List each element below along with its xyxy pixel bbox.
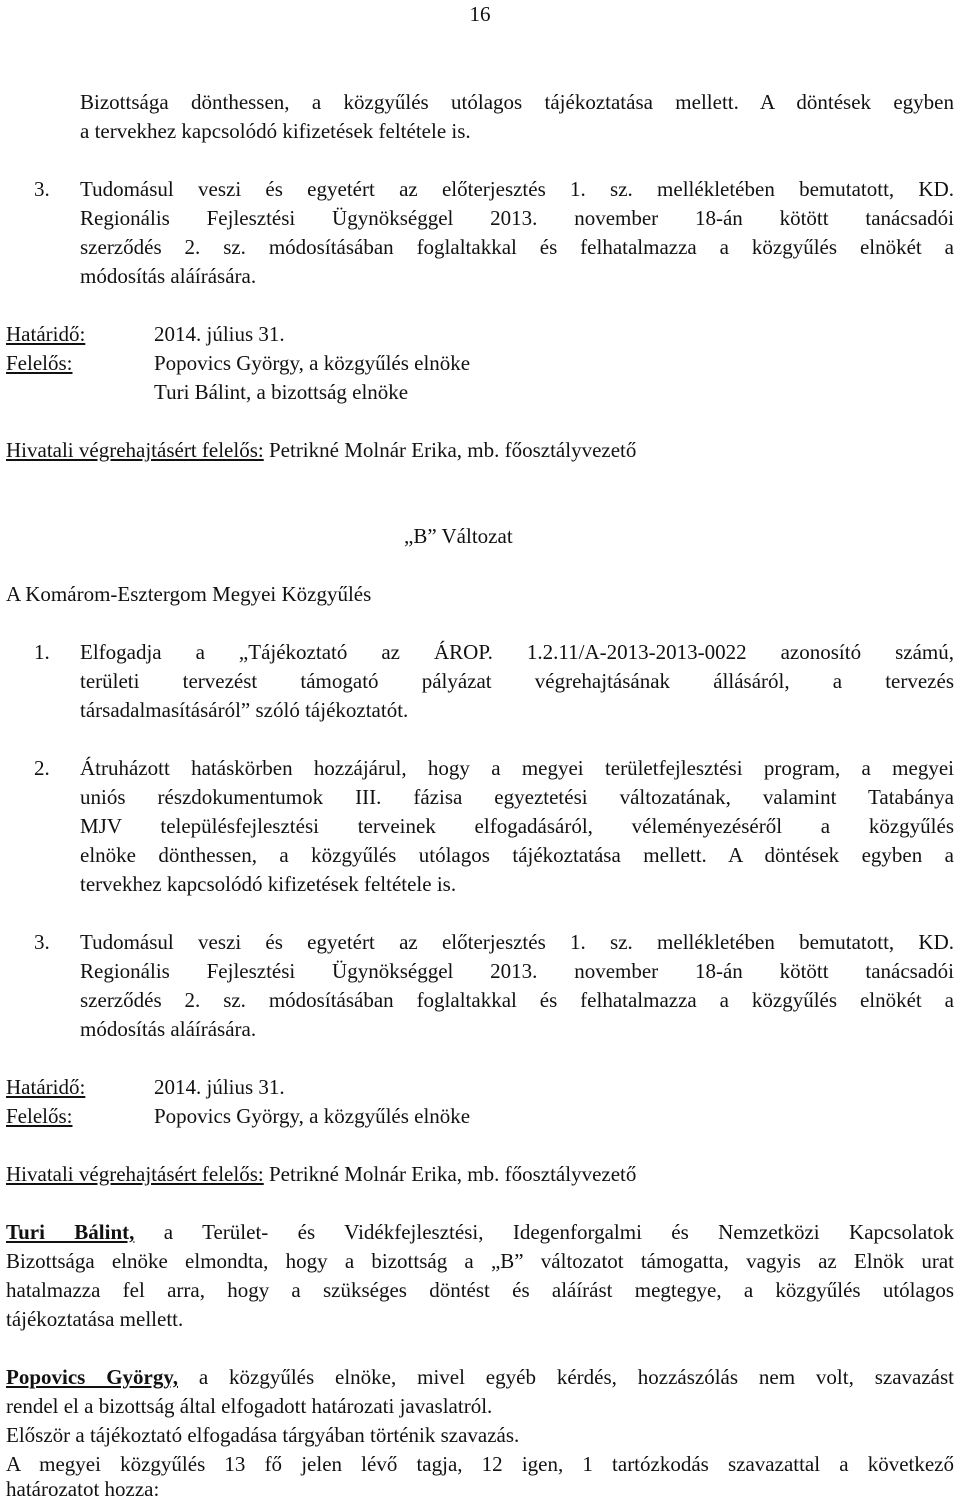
- list-number: 3.: [34, 177, 50, 201]
- paragraph-line: Tudomásul veszi és egyetért az előterjesztés 1. sz. mellékletében bemutatott, KD.: [80, 930, 954, 954]
- deadline-value: 2014. július 31.: [154, 322, 285, 346]
- paragraph-line: módosítás aláírására.: [80, 1017, 257, 1041]
- paragraph-line: hatalmazza fel arra, hogy a szükséges döntést és aláírást megtegye, a közgyűlés utólagos: [6, 1278, 954, 1302]
- speaker-text: a közgyűlés elnöke, mivel egyéb kérdés, hozzászólás nem volt, szavazást: [177, 1365, 954, 1389]
- list-number: 2.: [34, 756, 50, 780]
- responsible-label: Felelős:: [6, 351, 73, 375]
- paragraph-line: területi tervezést támogató pályázat végrehajtásának állásáról, a tervezés: [80, 669, 954, 693]
- speaker-paragraph-line: [6, 1363, 954, 1392]
- office-label: Hivatali végrehajtásért felelős:: [6, 438, 264, 462]
- responsible-label: Felelős:: [6, 1104, 73, 1128]
- paragraph-line: Bizottsága elnöke elmondta, hogy a bizottság a „B” változatot támogatta, vagyis az Elnök urat: [6, 1249, 954, 1273]
- paragraph-line: A megyei közgyűlés 13 fő jelen lévő tagja, 12 igen, 1 tartózkodás szavazattal a következő: [6, 1452, 954, 1476]
- deadline-label: Határidő:: [6, 1075, 86, 1099]
- responsible-value: Popovics György, a közgyűlés elnöke: [154, 351, 471, 375]
- paragraph-line: Tudomásul veszi és egyetért az előterjesztés 1. sz. mellékletében bemutatott, KD.: [80, 177, 954, 201]
- paragraph-line: MJV településfejlesztési terveinek elfogadásáról, véleményezéséről a közgyűlés: [80, 814, 954, 838]
- speaker-name: Turi Bálint,: [6, 1220, 135, 1244]
- paragraph-line: Bizottsága dönthessen, a közgyűlés utólagos tájékoztatása mellett. A döntések egyben: [80, 90, 954, 114]
- paragraph-line: Regionális Fejlesztési Ügynökséggel 2013. november 18-án kötött tanácsadói: [80, 959, 954, 983]
- office-responsible: [6, 1160, 636, 1189]
- speaker-paragraph-line: [6, 1218, 954, 1247]
- deadline-label: Határidő:: [6, 322, 86, 346]
- paragraph-line: tájékoztatása mellett.: [6, 1307, 184, 1331]
- paragraph-line: tervekhez kapcsolódó kifizetések feltétele is.: [80, 872, 457, 896]
- speaker-text: a Terület- és Vidékfejlesztési, Idegenforgalmi és Nemzetközi Kapcsolatok: [134, 1220, 954, 1244]
- paragraph-line: a tervekhez kapcsolódó kifizetések feltétele is.: [80, 119, 471, 143]
- paragraph-line: Elfogadja a „Tájékoztató az ÁROP. 1.2.11/A-2013-2013-0022 azonosító számú,: [80, 640, 954, 664]
- responsible-value: Popovics György, a közgyűlés elnöke: [154, 1104, 471, 1128]
- paragraph-line: szerződés 2. sz. módosításában foglaltakkal és felhatalmazza a közgyűlés elnökét a: [80, 235, 954, 259]
- paragraph-line: társadalmasításáról” szóló tájékoztatót.: [80, 698, 409, 722]
- office-label: Hivatali végrehajtásért felelős:: [6, 1162, 264, 1186]
- variant-heading: „B” Változat: [404, 524, 513, 548]
- paragraph-line: Átruházott hatáskörben hozzájárul, hogy a megyei területfejlesztési program, a megyei: [80, 756, 954, 780]
- list-number: 3.: [34, 930, 50, 954]
- paragraph-line: Először a tájékoztató elfogadása tárgyában történik szavazás.: [6, 1423, 520, 1447]
- office-responsible: [6, 436, 636, 465]
- paragraph-line: elnöke dönthessen, a közgyűlés utólagos tájékoztatása mellett. A döntések egyben a: [80, 843, 954, 867]
- office-value: Petrikné Molnár Erika, mb. főosztályvezető: [268, 438, 637, 462]
- paragraph-line: uniós részdokumentumok III. fázisa egyeztetési változatának, valamint Tatabánya: [80, 785, 954, 809]
- responsible-value: Turi Bálint, a bizottság elnöke: [154, 380, 409, 404]
- paragraph-line: szerződés 2. sz. módosításában foglaltakkal és felhatalmazza a közgyűlés elnökét a: [80, 988, 954, 1012]
- office-value: Petrikné Molnár Erika, mb. főosztályvezető: [268, 1162, 637, 1186]
- list-number: 1.: [34, 640, 50, 664]
- assembly-name: A Komárom-Esztergom Megyei Közgyűlés: [6, 582, 372, 606]
- paragraph-line: Regionális Fejlesztési Ügynökséggel 2013. november 18-án kötött tanácsadói: [80, 206, 954, 230]
- paragraph-line: rendel el a bizottság által elfogadott határozati javaslatról.: [6, 1394, 493, 1418]
- paragraph-line: módosítás aláírására.: [80, 264, 257, 288]
- page-number: 16: [469, 2, 491, 26]
- speaker-name: Popovics György,: [6, 1365, 178, 1389]
- deadline-value: 2014. július 31.: [154, 1075, 285, 1099]
- paragraph-line: határozatot hozza:: [6, 1477, 160, 1501]
